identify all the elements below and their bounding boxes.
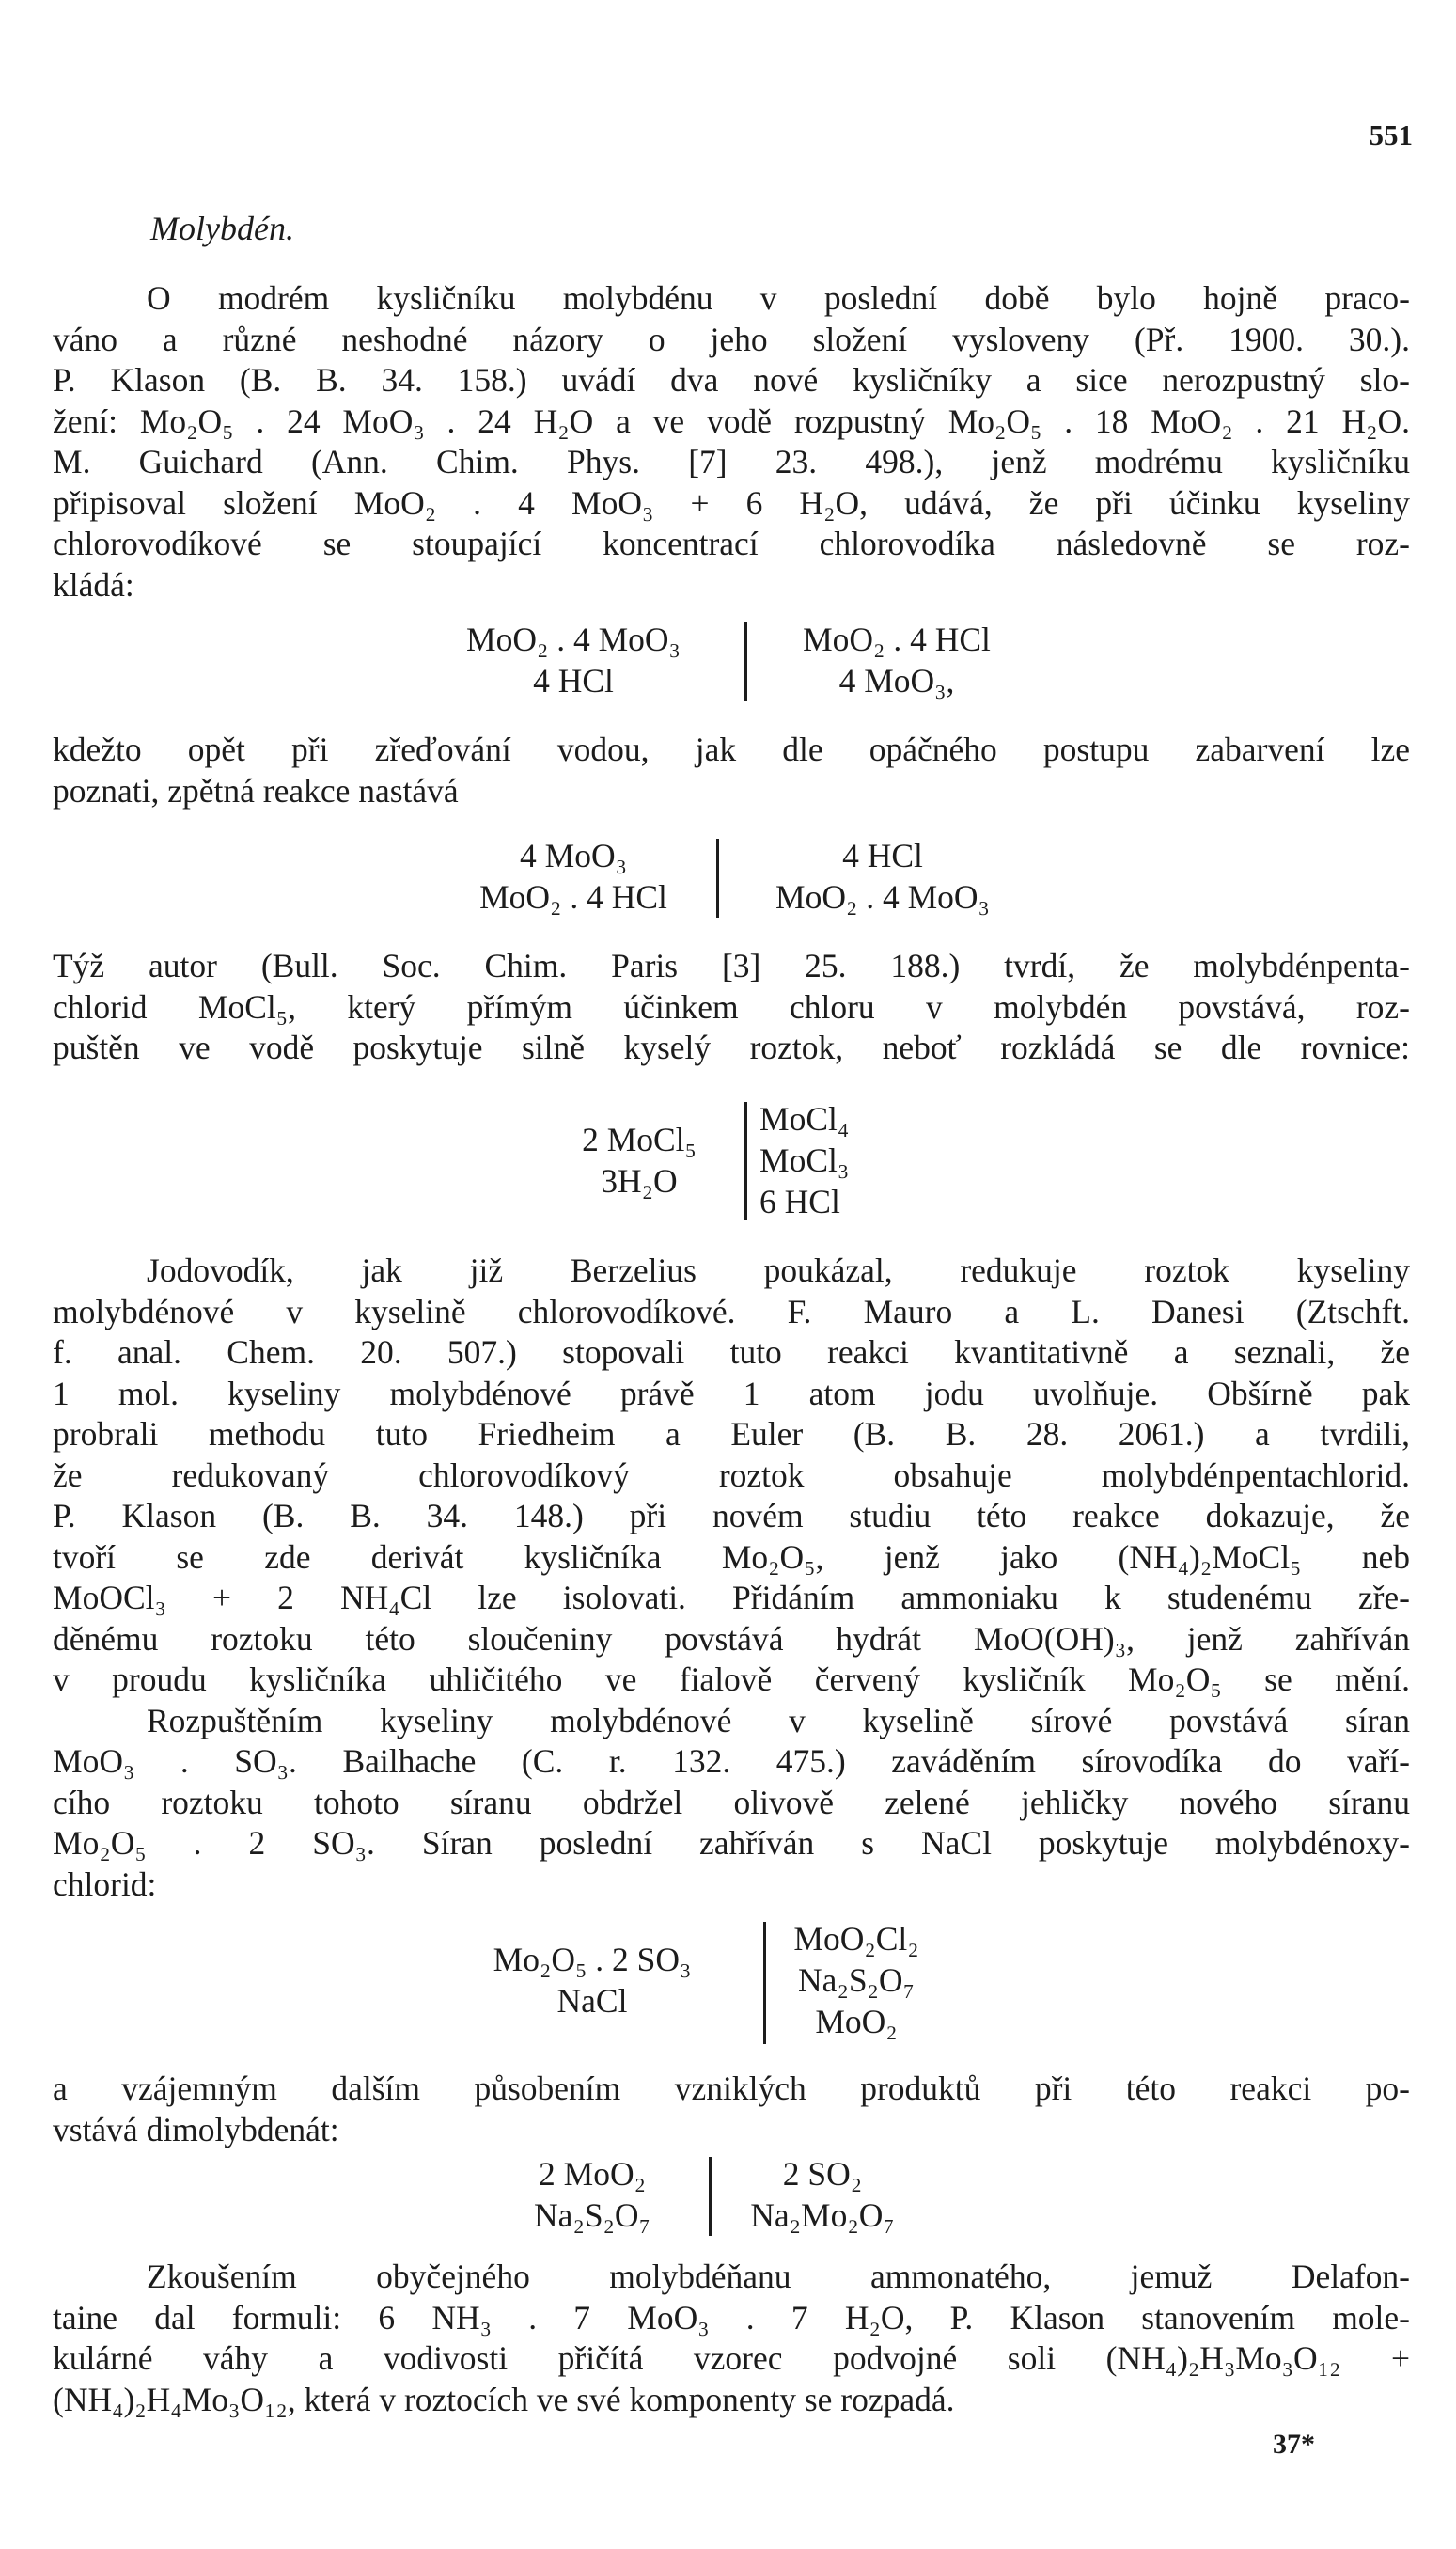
formula: MoO₂ <box>815 2003 898 2040</box>
reaction-divider <box>744 1102 747 1220</box>
text-line: kulárné váhy a vodivosti přičítá vzorec podvojné soli (NH₄)₂H₃Mo₃O₁₂ + <box>53 2339 1410 2377</box>
text-line: 1 mol. kyseliny molybdénové právě 1 atom jodu uvolňuje. Obšírně pak <box>53 1374 1410 1412</box>
text-line: kdežto opět při zřeďování vodou, jak dle opáčného postupu zabarvení lze <box>53 731 1410 768</box>
paragraph-blue-oxide <box>53 278 1410 606</box>
formula: NaCl <box>556 1982 628 2020</box>
text-line: M. Guichard (Ann. Chim. Phys. [7] 23. 498.), jenž modrému kysličníku <box>53 443 1410 480</box>
reaction-equation-2 <box>414 835 1072 921</box>
paragraph-hydroiodic <box>53 1251 1410 1905</box>
text-line: taine dal formuli: 6 NH₃ . 7 MoO₃ . 7 H₂O, P. Klason stanovením mole- <box>53 2298 1410 2337</box>
formula: 3H₂O <box>601 1162 678 1200</box>
text-line: Rozpuštěním kyseliny molybdénové v kyselině sírové povstává síran <box>147 1701 1410 1739</box>
reaction-divider <box>763 1922 766 2044</box>
text-line: a vzájemným dalším působením vzniklých produktů při této reakci po- <box>53 2069 1410 2107</box>
formula: MoCl₄ <box>759 1100 850 1138</box>
equation-right-side <box>759 1098 910 1222</box>
text-line: Týž autor (Bull. Soc. Chim. Paris [3] 25. 188.) tvrdí, že molybdénpenta- <box>53 947 1410 984</box>
text-line: Mo₂O₅ . 2 SO₃. Síran poslední zahříván s NaCl poskytuje molybdénoxy- <box>53 1824 1410 1862</box>
text-line: tvoří se zde derivát kysličníka Mo₂O₅, jenž jako (NH₄)₂MoCl₅ neb <box>53 1537 1410 1576</box>
equation-right-side <box>728 835 1038 918</box>
formula: 2 MoO₂ <box>539 2155 646 2193</box>
text-line: poznati, zpětná reakce nastává <box>53 771 459 810</box>
text-line: f. anal. Chem. 20. 507.) stopovali tuto reakci kvantitativně a seznali, že <box>53 1333 1410 1371</box>
text-line: puštěn ve vodě poskytuje silně kyselý roztok, neboť rozkládá se dle rovnice: <box>53 1029 1410 1066</box>
text-line: probrali methodu tuto Friedheim a Euler (B. B. 28. 2061.) a tvrdili, <box>53 1415 1410 1453</box>
equation-left-side <box>414 835 733 918</box>
equation-left-side <box>414 619 733 701</box>
reaction-equation-3 <box>526 1098 959 1226</box>
reaction-equation-1 <box>414 619 1072 705</box>
equation-right-side <box>776 1918 936 2042</box>
text-line: vstává dimolybdenát: <box>53 2110 339 2148</box>
text-line: P. Klason (B. B. 34. 148.) při novém studiu této reakce dokazuje, že <box>53 1497 1410 1534</box>
text-line: chlorid MoCl₅, který přímým účinkem chloru v molybdén povstává, roz- <box>53 987 1410 1026</box>
text-line: chlorid: <box>53 1865 157 1903</box>
formula: 4 HCl <box>533 662 614 700</box>
equation-right-side <box>756 619 1038 701</box>
text-line: kládá: <box>53 565 134 604</box>
page-number: 551 <box>1369 118 1413 151</box>
paragraph-dimolybdate <box>53 2069 1410 2150</box>
text-line: MoOCl₃ + 2 NH₄Cl lze isolovati. Přidáním ammoniaku k studenému zře- <box>53 1579 1410 1616</box>
formula: MoCl₃ <box>759 1141 850 1179</box>
text-line: připisoval složení MoO₂ . 4 MoO₃ + 6 H₂O, udává, že při účinku kyseliny <box>53 483 1410 522</box>
text-line: že redukovaný chlorovodíkový roztok obsahuje molybdénpentachlorid. <box>53 1455 1410 1494</box>
paragraph-ammonium-molybdate <box>53 2257 1410 2420</box>
text-line: MoO₃ . SO₃. Bailhache (C. r. 132. 475.) zaváděním sírovodíka do vaří- <box>53 1742 1410 1780</box>
text-line: v proudu kysličníka uhličitého ve fialově červený kysličník Mo₂O₅ se mění. <box>53 1660 1410 1698</box>
formula: Mo₂O₅ . 2 SO₃ <box>493 1941 692 1978</box>
formula: 4 HCl <box>842 837 923 874</box>
reaction-equation-4 <box>451 1918 978 2046</box>
formula: 6 HCl <box>759 1183 840 1220</box>
equation-left-side <box>451 1939 733 2022</box>
text-line: Jodovodík, jak již Berzelius poukázal, redukuje roztok kyseliny <box>147 1251 1410 1289</box>
text-line: váno a různé neshodné názory o jeho složení vysloveny (Př. 1900. 30.). <box>53 320 1410 358</box>
formula: MoO₂ . 4 MoO₃ <box>775 878 990 916</box>
text-line: (NH₄)₂H₄Mo₃O₁₂, která v roztocích ve své komponenty se rozpadá. <box>53 2380 955 2418</box>
formula: Na₂Mo₂O₇ <box>750 2196 895 2234</box>
text-line: P. Klason (B. B. 34. 158.) uvádí dva nové kysličníky a sice nerozpustný slo- <box>53 361 1410 399</box>
text-line: cího roztoku tohoto síranu obdržel olivově zelené jehličky nového síranu <box>53 1783 1410 1821</box>
reaction-equation-5 <box>489 2153 996 2240</box>
text-line: žení: Mo₂O₅ . 24 MoO₃ . 24 H₂O a ve vodě rozpustný Mo₂O₅ . 18 MoO₂ . 21 H₂O. <box>53 401 1410 440</box>
formula: 4 MoO₃ <box>520 837 627 874</box>
formula: MoO₂ . 4 HCl <box>479 878 667 916</box>
text-line: chlorovodíkové se stoupající koncentrací chlorovodíka následovně se roz- <box>53 525 1410 562</box>
formula: 2 SO₂ <box>782 2155 863 2193</box>
formula: MoO₂ . 4 HCl <box>803 621 991 658</box>
paragraph-dilution <box>53 730 1410 811</box>
formula: Na₂S₂O₇ <box>798 1961 915 1999</box>
text-line: O modrém kysličníku molybdénu v poslední době bylo hojně praco- <box>147 279 1410 317</box>
formula: 4 MoO₃, <box>838 662 955 700</box>
equation-left-side <box>526 1119 752 1202</box>
formula: Na₂S₂O₇ <box>534 2196 650 2234</box>
paragraph-pentachloride <box>53 946 1410 1069</box>
text-line: Zkoušením obyčejného molybdéňanu ammonatého, jemuž Delafon- <box>147 2258 1410 2295</box>
section-title: Molybdén. <box>150 210 294 247</box>
text-line: molybdénové v kyselině chlorovodíkové. F. Mauro a L. Danesi (Ztschft. <box>53 1292 1410 1330</box>
formula: MoO₂ . 4 MoO₃ <box>466 621 681 658</box>
formula: MoO₂Cl₂ <box>793 1920 919 1958</box>
signature-mark: 37* <box>1273 2429 1315 2460</box>
formula: 2 MoCl₅ <box>582 1121 697 1158</box>
text-line: děnému roztoku této sloučeniny povstává hydrát MoO(OH)₃, jenž zahříván <box>53 1619 1410 1658</box>
reaction-divider <box>716 839 719 918</box>
reaction-divider <box>744 622 747 701</box>
equation-left-side <box>489 2153 696 2236</box>
reaction-divider <box>709 2157 712 2236</box>
equation-right-side <box>724 2153 921 2236</box>
